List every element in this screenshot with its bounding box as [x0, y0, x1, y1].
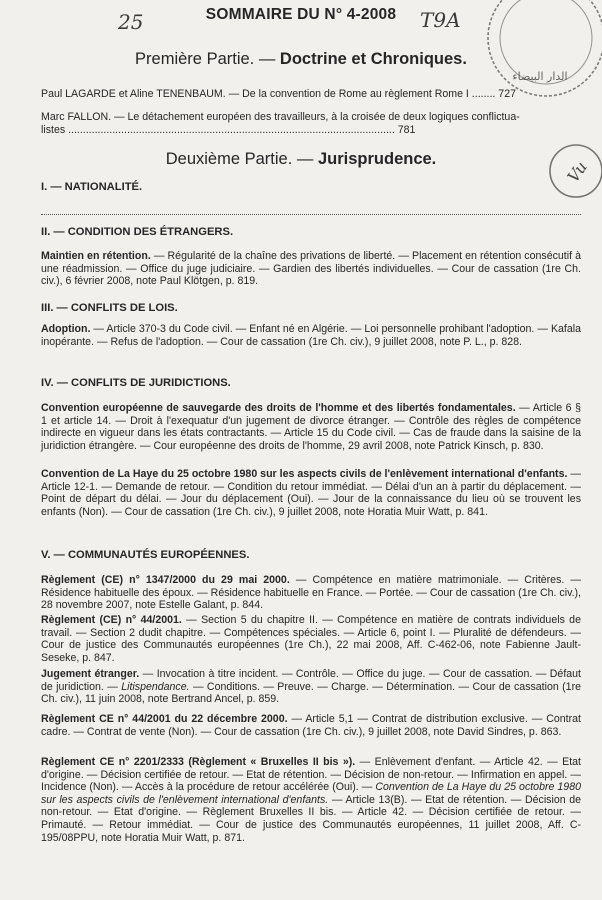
toc-entry-fallon-line1: Marc FALLON. — Le détachement européen des travailleurs, à la croisée de deux logiques conflictua- — [41, 111, 520, 123]
entry-jugement-etranger — [41, 668, 581, 706]
entry-reglement-44-2001-text: — Section 5 du chapitre II. — Compétence en matière de contrats individuels de travail. — Section 2 dudit chapitre. — Compétences spéciales. — Article 6, point I. — Pluralité de défendeurs. — Cour de justice des Communautés européennes (1re Ch.), 22 mai 2008, Aff. C-462-06, note Fabienne Jault-Seseke, p. 847. — [41, 614, 581, 664]
entry-maintien-retention-title: Maintien en rétention. — [41, 250, 151, 262]
vu-stamp-text: Vu — [563, 157, 591, 186]
entry-reglement-2201-2333-italic: Convention de La Haye du 25 octobre 1980 sur les aspects civils de l'enlèvement international d'enfants. — [41, 781, 581, 806]
entry-reglement-1347-2000-text: — Compétence en matière matrimoniale. — Critères. — Résidence habituelle des époux. — Résidence habituelle en France. — Portée. — Cour de cassation (1re Ch. civ.), 28 novembre 2007, note Estelle Galant, p. 844. — [41, 574, 581, 612]
entry-reglement-2201-2333-title: Règlement CE n° 2201/2333 (Règlement « Bruxelles II bis »). — [41, 756, 356, 768]
vu-stamp — [544, 136, 602, 206]
handwritten-number-right: T9A — [420, 8, 461, 32]
entry-jugement-etranger-italic: Litispendance. — [121, 680, 190, 693]
entry-jugement-etranger-text-b: — Conditions. — Preuve. — Charge. — Détermination. — Cour de cassation (1re Ch. civ.), 11 juin 2008, note Bertrand Ancel, p. 859. — [41, 680, 581, 706]
library-stamp — [448, 0, 602, 110]
part2-heading-plain: Deuxième Partie. — — [165, 150, 318, 168]
entry-maintien-retention — [41, 250, 581, 288]
entry-jugement-etranger-text-a: — Invocation à titre incident. — Contrôle. — Office du juge. — Cour de cassation. — Défaut de juridiction. — — [41, 668, 581, 693]
dotted-leader-line — [41, 212, 581, 215]
entry-adoption-title: Adoption. — [41, 323, 91, 335]
entry-reglement-2201-2333-text-b: — Article 13(B). — Etat de rétention. — Décision de non-retour. — Etat d'origine. — Règlement Bruxelles II bis. — Article 42. — Décision certifiée de retour. — Primauté. — Retour immédiat. — Cour de justice des Communautés européennes, 11 juillet 2008, Aff. C-195/08PPU, note Horatia Muir Watt, p. 871. — [41, 793, 581, 844]
entry-adoption — [41, 323, 581, 348]
entry-reglement-44-2001-decembre — [41, 713, 581, 738]
entry-reglement-44-2001-title: Règlement (CE) n° 44/2001. — [41, 614, 182, 626]
handwritten-number-left: 25 — [118, 10, 144, 34]
entry-convention-la-haye-text: — Article 12-1. — Demande de retour. — Condition du retour immédiat. — Délai d'un an à partir du déplacement. — Point de départ du délai. — Jour du déplacement (Oui). — Jour de la connaissance du lieu où se trouvent les enfants (Non). — Cour de cassation (1re Ch. civ.), 9 juillet 2008, note Horatia Muir Watt, p. 841. — [41, 468, 581, 518]
entry-reglement-44-2001-decembre-text: — Article 5,1 — Contrat de distribution exclusive. — Contrat cadre. — Contrat de vente (Non). — Cour de cassation (1re Ch. civ.), 9 juillet 2008, note David Sindres, p. 863. — [41, 713, 581, 738]
toc-entry-fallon-line2: listes ............................................................................................................... 781 — [41, 124, 416, 136]
entry-convention-la-haye-title: Convention de La Haye du 25 octobre 1980 sur les aspects civils de l'enlèvement international d'enfants. — [41, 468, 568, 480]
entry-convention-europeenne-title: Convention européenne de sauvegarde des droits de l'homme et des libertés fondamentales. — [41, 402, 516, 414]
entry-reglement-2201-2333-text-a: — Enlèvement d'enfant. — Article 42. — Etat d'origine. — Décision certifiée de retour. — Etat de rétention. — Décision de non-retour. — Infirmation en appel. — Incidence (Non). — Accès à la procédure de retour accélérée (Oui). — — [41, 756, 581, 794]
section-condition-etrangers: II. — CONDITION DES ÉTRANGERS. — [41, 226, 234, 238]
part2-heading — [0, 150, 602, 169]
entry-convention-europeenne-text: — Article 6 § 1 et article 14. — Droit à l'exequatur d'un jugement de divorce étranger. — Contrôle des règles de compétence indirecte en vigueur dans les états contractants. — Article 15 du Code civil. — Cas de fraude dans la saisine de la juridiction étrangère. — Cour européenne des droits de l'homme, 29 avril 2008, note Patrick Kinsch, p. 830. — [41, 402, 581, 452]
section-nationalite: I. — NATIONALITÉ. — [41, 181, 143, 193]
entry-convention-europeenne — [41, 402, 581, 452]
entry-jugement-etranger-title: Jugement étranger. — [41, 668, 140, 680]
section-conflits-lois: III. — CONFLITS DE LOIS. — [41, 302, 178, 314]
stamp-arabic-text: الدار البيضاء — [512, 70, 568, 83]
page-title: SOMMAIRE DU N° 4-2008 — [205, 6, 397, 23]
entry-reglement-2201-2333 — [41, 756, 581, 844]
part2-heading-bold: Jurisprudence. — [317, 150, 437, 168]
entry-maintien-retention-text: — Régularité de la chaîne des privations de liberté. — Placement en rétention consécutif à une réadmission. — Office du juge judiciaire. — Gardien des libertés individuelles. — Cour de cassation (1re Ch. civ.), 6 février 2008, note Paul Klötgen, p. 819. — [41, 250, 581, 288]
toc-entry-lagarde: Paul LAGARDE et Aline TENENBAUM. — De la convention de Rome au règlement Rome I ........ 727 — [41, 88, 516, 100]
entry-adoption-text: — Article 370-3 du Code civil. — Enfant né en Algérie. — Loi personnelle prohibant l'adoption. — Kafala inopérante. — Refus de l'adoption. — Cour de cassation (1re Ch. civ.), 9 juillet 2008, note P. L., p. 828. — [41, 323, 581, 348]
section-conflits-juridictions: IV. — CONFLITS DE JURIDICTIONS. — [41, 377, 231, 389]
entry-convention-la-haye — [41, 468, 581, 518]
section-communautes-europeennes: V. — COMMUNAUTÉS EUROPÉENNES. — [41, 549, 250, 561]
entry-reglement-44-2001-decembre-title: Règlement CE n° 44/2001 du 22 décembre 2000. — [41, 713, 288, 725]
entry-reglement-1347-2000-title: Règlement (CE) n° 1347/2000 du 29 mai 2000. — [41, 574, 290, 586]
part1-heading-plain: Première Partie. — — [135, 50, 280, 68]
entry-reglement-44-2001 — [41, 614, 581, 664]
entry-reglement-1347-2000 — [41, 574, 581, 612]
part1-heading-bold: Doctrine et Chroniques. — [279, 50, 467, 68]
